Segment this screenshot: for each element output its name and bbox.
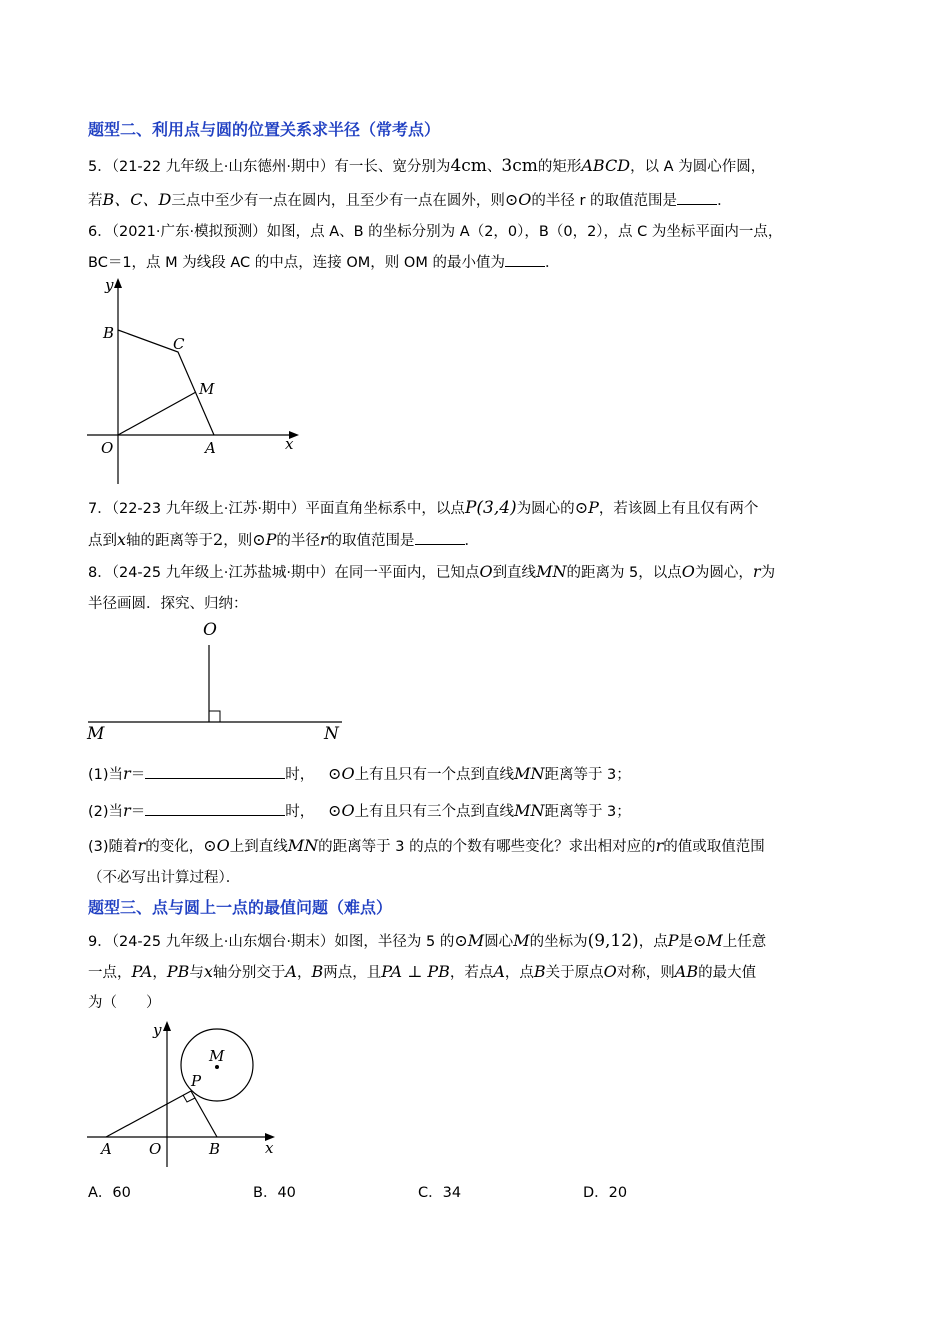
label-a: A [205, 439, 216, 457]
section-title-3: 题型三、点与圆上一点的最值问题（难点） [88, 898, 393, 917]
y-axis-arrow [163, 1021, 171, 1031]
q5-line1: 5．（21-22 九年级上·山东德州·期中）有一长、宽分别为4cm、3cm的矩形ABCD，以 A 为圆心作圆， [88, 156, 766, 176]
label-x: x [265, 1139, 274, 1157]
q5-line2: 若B、C、D三点中至少有一点在圆内，且至少有一点在圆外，则⊙O的半径 r 的取值范围是 ． [88, 190, 732, 209]
segment-pa [106, 1091, 191, 1137]
answer-blank[interactable] [677, 192, 717, 205]
q8-part2: (2)当r＝ 时， ⊙O上有且只有三个点到直线MN距离等于 3； [88, 801, 631, 820]
right-angle-mark [209, 711, 220, 722]
q8-line2: 半径画圆．探究、归纳： [88, 596, 248, 612]
label-a: A [101, 1140, 112, 1158]
q8-figure [82, 615, 352, 750]
q9-figure [85, 1015, 285, 1175]
option-a[interactable]: A．60 [88, 1185, 131, 1201]
label-m: M [199, 380, 215, 398]
y-axis-arrow [114, 278, 122, 288]
q7-line2: 点到x轴的距离等于2，则⊙P的半径r的取值范围是 ． [88, 530, 480, 549]
label-p: P [191, 1072, 202, 1090]
label-o: O [101, 439, 114, 457]
q8-part3-line2: （不必写出计算过程）． [88, 870, 241, 886]
label-y: y [105, 276, 114, 294]
label-m: M [87, 724, 105, 744]
q6-figure [85, 272, 315, 487]
center-m-dot [215, 1065, 219, 1069]
section-title-2: 题型二、利用点与圆的位置关系求半径（常考点） [88, 120, 441, 139]
q6-line1: 6．（2021·广东·模拟预测）如图，点 A、B 的坐标分别为 A（2，0），B（0，2），点 C 为坐标平面内一点， [88, 224, 783, 240]
q6-line2: BC＝1，点 M 为线段 AC 的中点，连接 OM，则 OM 的最小值为 ． [88, 255, 560, 271]
answer-blank[interactable] [145, 803, 285, 816]
label-o: O [203, 620, 217, 640]
label-o: O [149, 1140, 162, 1158]
option-b[interactable]: B．40 [253, 1185, 296, 1201]
answer-blank[interactable] [415, 532, 465, 545]
label-x: x [285, 435, 294, 453]
q8-part3-line1: (3)随着r的变化，⊙O上到直线MN的距离等于 3 的点的个数有哪些变化？求出相对应的r的值或取值范围 [88, 836, 765, 855]
label-b: B [209, 1140, 221, 1158]
segment-om [118, 392, 196, 435]
option-d[interactable]: D．20 [583, 1185, 628, 1201]
q8-part1: (1)当r＝ 时， ⊙O上有且只有一个点到直线MN距离等于 3； [88, 764, 631, 783]
answer-blank[interactable] [505, 254, 545, 267]
label-c: C [173, 335, 185, 353]
q9-line3: 为（ ） [88, 995, 161, 1011]
label-b: B [103, 324, 115, 342]
q9-line2: 一点，PA，PB与x轴分别交于A，B两点，且PA ⊥ PB，若点A，点B关于原点O对称，则AB的最大值 [88, 962, 757, 981]
option-c[interactable]: C．34 [418, 1185, 462, 1201]
q7-line1: 7．（22-23 九年级上·江苏·期中）平面直角坐标系中，以点P(3,4)为圆心的⊙P，若该圆上有且仅有两个 [88, 498, 759, 518]
q8-line1: 8．（24-25 九年级上·江苏盐城·期中）在同一平面内，已知点O到直线MN的距离为 5，以点O为圆心，r为 [88, 562, 776, 581]
q9-line1: 9．（24-25 九年级上·山东烟台·期末）如图，半径为 5 的⊙M圆心M的坐标为(9,12)，点P是⊙M上任意 [88, 931, 767, 951]
label-n: N [324, 724, 339, 744]
answer-blank[interactable] [145, 766, 285, 779]
label-y: y [153, 1021, 162, 1039]
label-m: M [209, 1047, 225, 1065]
